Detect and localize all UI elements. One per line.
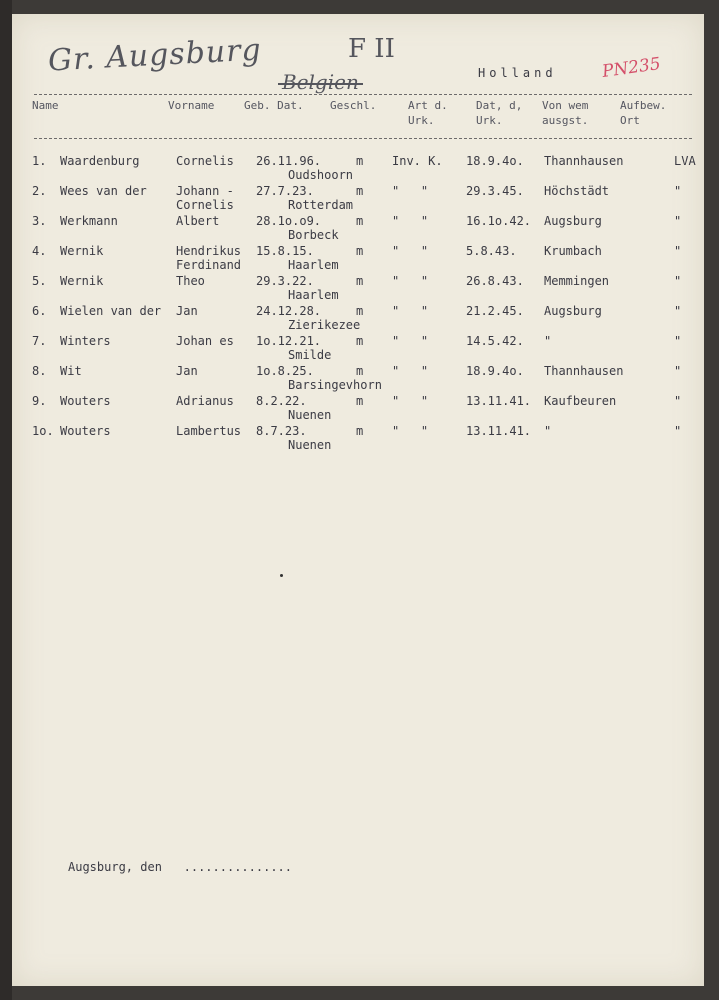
first-name: Johan es — [176, 334, 234, 348]
birth-place: Borbeck — [288, 228, 339, 242]
col-header-dat-urk: Dat, d, Urk. — [476, 99, 523, 127]
first-name: Johann - — [176, 184, 234, 198]
birth-place: Barsingevhorn — [288, 378, 382, 392]
birth-date: 29.3.22. — [256, 274, 314, 288]
document-date: 29.3.45. — [466, 184, 524, 198]
second-first-name: Cornelis — [176, 198, 234, 212]
sex: m — [356, 424, 364, 438]
table-row — [12, 364, 704, 394]
table-row — [12, 424, 704, 454]
surname: Werkmann — [60, 214, 118, 228]
document-type: " " — [392, 334, 429, 348]
sex: m — [356, 304, 364, 318]
document-type: Inv. K. — [392, 154, 443, 168]
footer-place: Augsburg, den — [68, 860, 162, 874]
col-header-geschl: Geschl. — [330, 99, 377, 112]
col-header-von-wem: Von wem ausgst. — [542, 99, 589, 127]
birth-date: 1o.8.25. — [256, 364, 314, 378]
row-number: 3. — [32, 214, 47, 228]
header-rule-top — [34, 94, 692, 95]
document-type: " " — [392, 214, 429, 228]
sex: m — [356, 364, 364, 378]
col-header-aufbew: Aufbew. Ort — [620, 99, 667, 127]
strike-line — [278, 83, 363, 85]
document-type: " " — [392, 244, 429, 258]
struck-through-country — [282, 70, 359, 94]
document-date: 16.1o.42. — [466, 214, 532, 228]
birth-date: 1o.12.21. — [256, 334, 322, 348]
document-date: 13.11.41. — [466, 394, 532, 408]
issued-by: Thannhausen — [544, 154, 624, 168]
issued-by: Kaufbeuren — [544, 394, 617, 408]
sex: m — [356, 244, 364, 258]
handwritten-place: Gr. Augsburg — [47, 32, 263, 79]
sex: m — [356, 154, 364, 168]
first-name: Cornelis — [176, 154, 234, 168]
row-number: 6. — [32, 304, 47, 318]
table-row — [12, 274, 704, 304]
document-date: 21.2.45. — [466, 304, 524, 318]
red-pencil-note: PN235 — [600, 54, 662, 82]
birth-place: Oudshoorn — [288, 168, 354, 182]
birth-place: Nuenen — [288, 408, 332, 422]
birth-place: Smilde — [288, 348, 332, 362]
birth-date: 28.1o.o9. — [256, 214, 322, 228]
second-first-name: Ferdinand — [176, 258, 242, 272]
birth-place: Nuenen — [288, 438, 332, 452]
row-number: 4. — [32, 244, 47, 258]
birth-place: Rotterdam — [288, 198, 354, 212]
document-date: 14.5.42. — [466, 334, 524, 348]
storage-place: " — [674, 244, 682, 258]
birth-place: Haarlem — [288, 258, 339, 272]
birth-date: 8.7.23. — [256, 424, 307, 438]
sex: m — [356, 214, 364, 228]
surname: Wernik — [60, 244, 104, 258]
document-type: " " — [392, 304, 429, 318]
document-type: " " — [392, 424, 429, 438]
issued-by: Höchstädt — [544, 184, 610, 198]
first-name: Jan — [176, 364, 198, 378]
surname: Wit — [60, 364, 82, 378]
handwritten-reference: F II — [348, 34, 395, 64]
birth-date: 24.12.28. — [256, 304, 322, 318]
document-date: 18.9.4o. — [466, 364, 524, 378]
storage-place: LVA — [674, 154, 696, 168]
storage-place: " — [674, 394, 682, 408]
surname: Wielen van der — [60, 304, 162, 318]
sex: m — [356, 274, 364, 288]
table-row — [12, 214, 704, 244]
row-number: 9. — [32, 394, 47, 408]
issued-by: Krumbach — [544, 244, 602, 258]
issued-by: " — [544, 334, 552, 348]
document-date: 13.11.41. — [466, 424, 532, 438]
document-sheet — [12, 14, 704, 986]
birth-date: 26.11.96. — [256, 154, 322, 168]
storage-place: " — [674, 364, 682, 378]
sex: m — [356, 394, 364, 408]
footer-dots: ............... — [183, 860, 292, 874]
table-row — [12, 184, 704, 214]
document-date: 26.8.43. — [466, 274, 524, 288]
signature-line — [68, 860, 292, 874]
row-number: 7. — [32, 334, 47, 348]
col-header-geb-dat: Geb. Dat. — [244, 99, 304, 112]
storage-place: " — [674, 334, 682, 348]
first-name: Theo — [176, 274, 205, 288]
sex: m — [356, 184, 364, 198]
storage-place: " — [674, 424, 682, 438]
table-row — [12, 304, 704, 334]
storage-place: " — [674, 184, 682, 198]
issued-by: Augsburg — [544, 304, 602, 318]
document-type: " " — [392, 274, 429, 288]
birth-place: Haarlem — [288, 288, 339, 302]
document-date: 5.8.43. — [466, 244, 517, 258]
col-header-vorname: Vorname — [168, 99, 215, 112]
row-number: 2. — [32, 184, 47, 198]
issued-by: Augsburg — [544, 214, 602, 228]
table-row — [12, 154, 704, 184]
storage-place: " — [674, 274, 682, 288]
surname: Winters — [60, 334, 111, 348]
table-row — [12, 334, 704, 364]
surname: Waardenburg — [60, 154, 140, 168]
col-header-name: Name — [32, 99, 59, 112]
document-type: " " — [392, 364, 429, 378]
sex: m — [356, 334, 364, 348]
row-number: 1o. — [32, 424, 54, 438]
first-name: Jan — [176, 304, 198, 318]
surname: Wouters — [60, 424, 111, 438]
struck-country-text: Belgien — [282, 70, 359, 94]
first-name: Lambertus — [176, 424, 242, 438]
header-rule-bottom — [34, 138, 692, 139]
row-number: 5. — [32, 274, 47, 288]
binder-edge — [0, 0, 12, 1000]
ink-dot — [280, 574, 283, 577]
document-type: " " — [392, 184, 429, 198]
storage-place: " — [674, 214, 682, 228]
surname: Wouters — [60, 394, 111, 408]
birth-date: 8.2.22. — [256, 394, 307, 408]
storage-place: " — [674, 304, 682, 318]
row-number: 8. — [32, 364, 47, 378]
issued-by: Thannhausen — [544, 364, 624, 378]
first-name: Adrianus — [176, 394, 234, 408]
table-row — [12, 394, 704, 424]
birth-date: 27.7.23. — [256, 184, 314, 198]
issued-by: Memmingen — [544, 274, 610, 288]
first-name: Albert — [176, 214, 220, 228]
surname: Wees van der — [60, 184, 147, 198]
row-number: 1. — [32, 154, 47, 168]
issued-by: " — [544, 424, 552, 438]
first-name: Hendrikus — [176, 244, 242, 258]
document-type: " " — [392, 394, 429, 408]
table-row — [12, 244, 704, 274]
surname: Wernik — [60, 274, 104, 288]
birth-date: 15.8.15. — [256, 244, 314, 258]
country-heading: Holland — [478, 66, 557, 80]
col-header-art: Art d. Urk. — [408, 99, 448, 127]
document-date: 18.9.4o. — [466, 154, 524, 168]
birth-place: Zierikezee — [288, 318, 361, 332]
